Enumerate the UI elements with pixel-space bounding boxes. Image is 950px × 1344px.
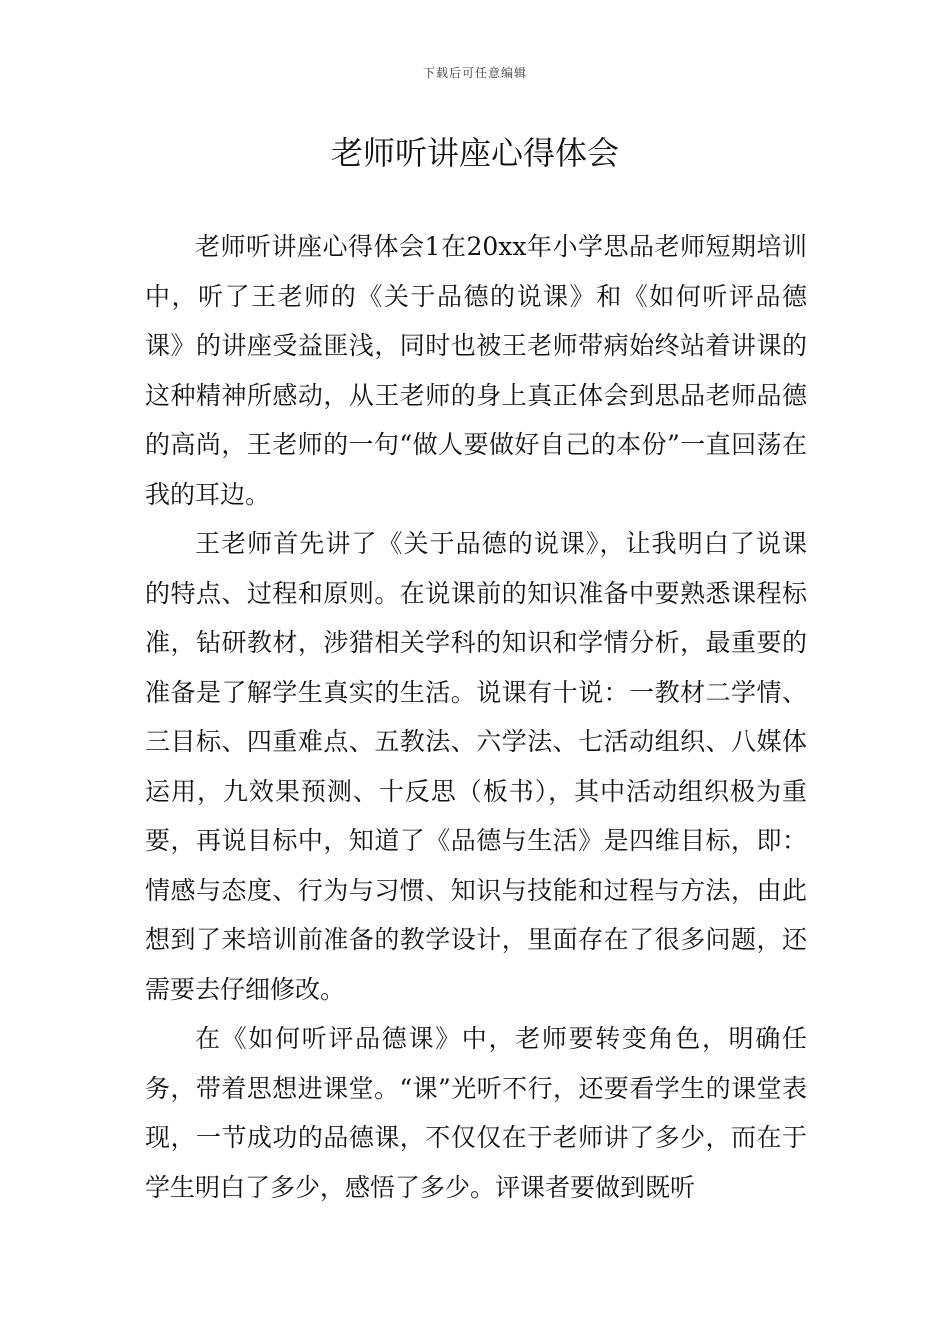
document-title: 老师听讲座心得体会 bbox=[330, 134, 619, 172]
document-body bbox=[145, 222, 807, 1212]
paragraph-1: 老师听讲座心得体会1在20xx年小学思品老师短期培训中，听了王老师的《关于品德的说课》和《如何听评品德课》的讲座受益匪浅，同时也被王老师带病始终站着讲课的这种精神所感动，从王老师的身上真正体会到思品老师品德的高尚，王老师的一句“做人要做好自己的本份”一直回荡在我的耳边。 bbox=[145, 232, 807, 509]
paragraph-2: 王老师首先讲了《关于品德的说课》，让我明白了说课的特点、过程和原则。在说课前的知识准备中要熟悉课程标准，钻研教材，涉猎相关学科的知识和学情分析，最重要的准备是了解学生真实的生活。说课有十说：一教材二学情、三目标、四重难点、五教法、六学法、七活动组织、八媒体运用，九效果预测、十反思（板书），其中活动组织极为重要，再说目标中，知道了《品德与生活》是四维目标，即：情感与态度、行为与习惯、知识与技能和过程与方法，由此想到了来培训前准备的教学设计，里面存在了很多问题，还需要去仔细修改。 bbox=[145, 529, 807, 1004]
paragraph-3: 在《如何听评品德课》中，老师要转变角色，明确任务，带着思想进课堂。“课”光听不行，还要看学生的课堂表现，一节成功的品德课，不仅仅在于老师讲了多少，而在于学生明白了多少，感悟了多少。评课者要做到既听 bbox=[145, 1024, 807, 1202]
header-note: 下载后可任意编辑 bbox=[422, 66, 527, 80]
